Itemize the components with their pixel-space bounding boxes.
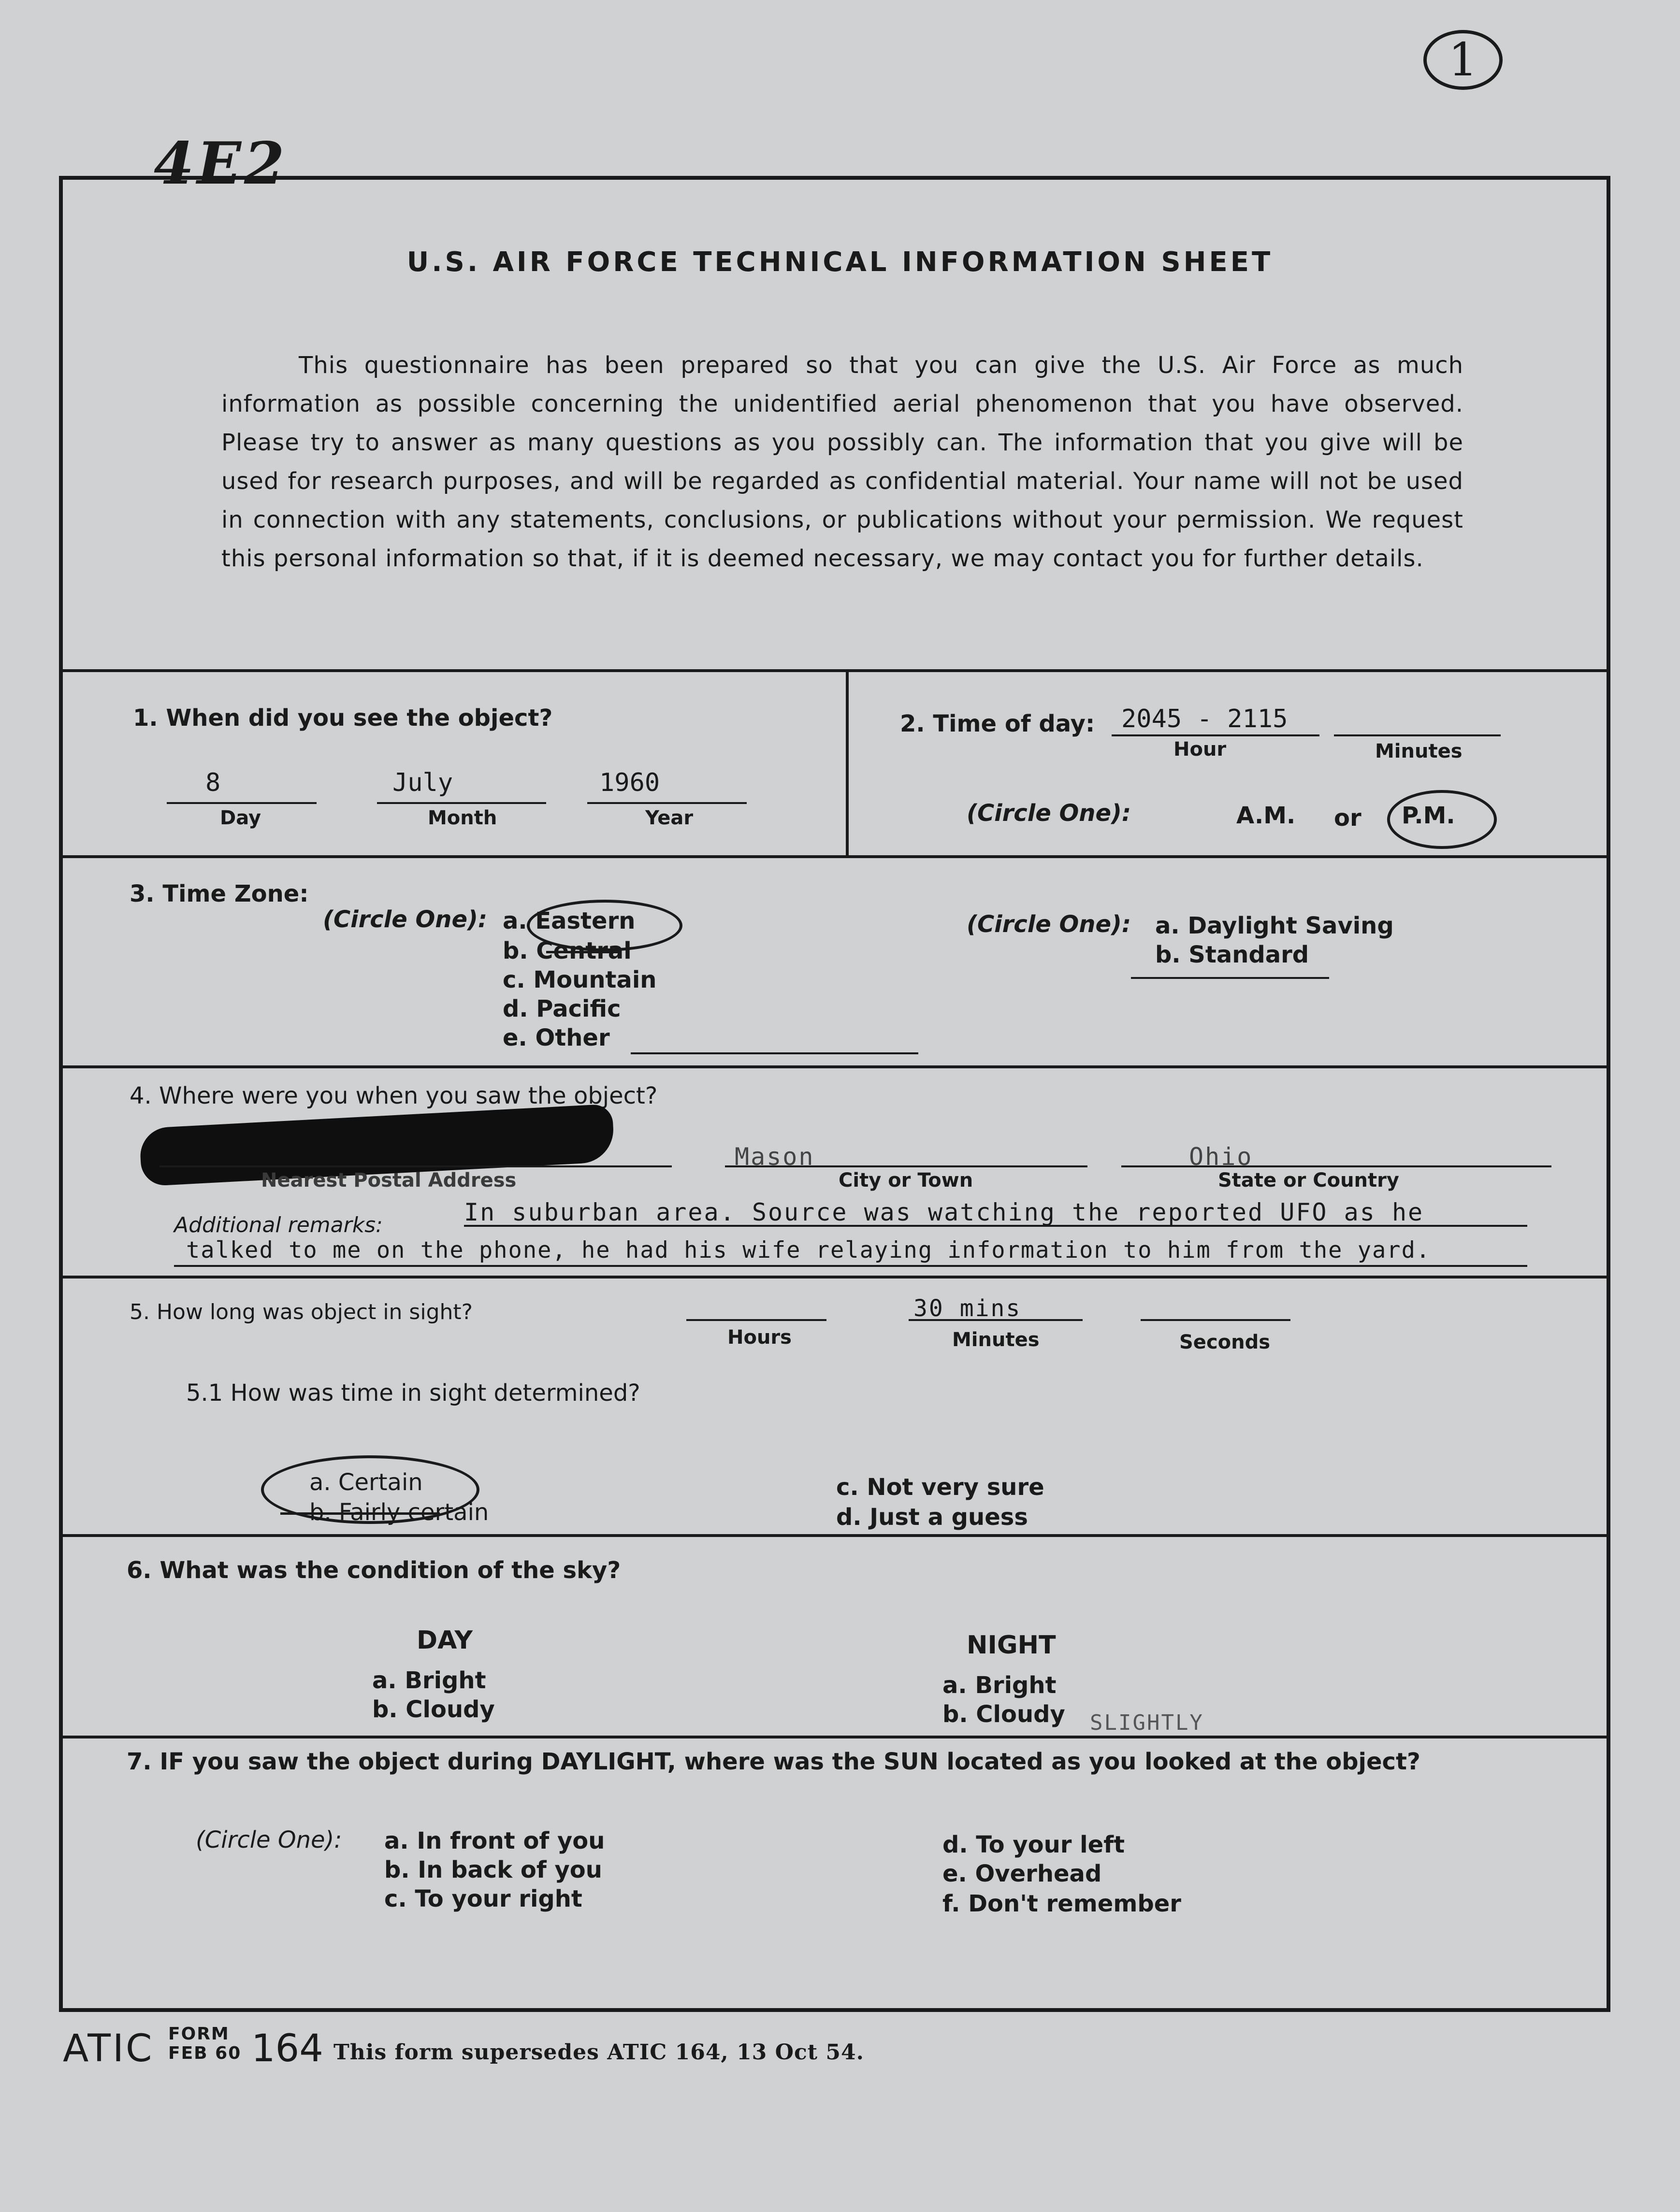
- q5-seconds-line: [1141, 1319, 1290, 1321]
- q7-question: 7. IF you saw the object during DAYLIGHT, where was the SUN located as you looked at the object?: [127, 1748, 1420, 1775]
- q3-dst-daylight: a. Daylight Saving: [1155, 912, 1394, 939]
- q6-night-bright: a. Bright: [942, 1672, 1057, 1699]
- q3-eastern-circle-mark: [527, 900, 682, 951]
- q5-seconds-label: Seconds: [1179, 1331, 1271, 1353]
- divider-q1-q2: [846, 669, 849, 855]
- q5-question: 5. How long was object in sight?: [130, 1300, 473, 1324]
- q2-circle-one: (Circle One):: [967, 800, 1131, 827]
- q4-address-line: [159, 1165, 672, 1167]
- q2-minutes-line: [1334, 734, 1501, 736]
- q3-question: 3. Time Zone:: [130, 880, 309, 907]
- q6-day-heading: DAY: [417, 1626, 473, 1655]
- q2-question: 2. Time of day:: [900, 710, 1095, 737]
- q7-option-back: b. In back of you: [384, 1856, 602, 1883]
- q3-zone-other: e. Other: [503, 1024, 610, 1051]
- q6-day-cloudy: b. Cloudy: [372, 1696, 495, 1723]
- q5-hours-label: Hours: [727, 1326, 792, 1349]
- q4-remarks-label: Additional remarks:: [174, 1213, 383, 1237]
- q3-other-line: [631, 1052, 918, 1054]
- q5-minutes-label: Minutes: [952, 1329, 1040, 1351]
- q5-hours-line: [686, 1319, 826, 1321]
- q2-hour-label: Hour: [1173, 738, 1227, 761]
- divider-q4: [59, 1276, 1610, 1278]
- q4-state-label: State or Country: [1218, 1169, 1399, 1192]
- q6-night-cloudy: b. Cloudy: [942, 1701, 1065, 1728]
- q3-zone-pacific: d. Pacific: [503, 995, 621, 1022]
- q2-am: A.M.: [1236, 802, 1296, 829]
- q3-circle-one: (Circle One):: [323, 906, 488, 933]
- divider-intro: [59, 669, 1610, 672]
- q1-day-label: Day: [220, 807, 261, 829]
- q5-option-just-a-guess: d. Just a guess: [836, 1504, 1028, 1531]
- q3-zone-eastern: a. Eastern: [503, 907, 636, 934]
- handwritten-file-note: 4E2: [154, 129, 288, 198]
- q4-state-line: [1121, 1165, 1551, 1167]
- footer-supersedes-note: This form supersedes ATIC 164, 13 Oct 54.: [333, 2040, 864, 2065]
- q4-address-label: Nearest Postal Address: [261, 1169, 517, 1192]
- form-title: U.S. AIR FORCE TECHNICAL INFORMATION SHEET: [406, 246, 1274, 278]
- q1-day-value: 8: [205, 768, 221, 797]
- q6-night-note: SLIGHTLY: [1090, 1710, 1204, 1735]
- q2-pm-circle-mark: [1387, 790, 1497, 849]
- q7-option-left: d. To your left: [942, 1831, 1125, 1858]
- q1-month-value: July: [392, 768, 453, 797]
- footer-atic: ATIC: [63, 2027, 154, 2070]
- q4-remarks-line2-rule: [174, 1265, 1527, 1267]
- q1-year-line: [587, 802, 747, 804]
- q1-day-line: [167, 802, 317, 804]
- q4-city-value: Mason: [735, 1143, 815, 1171]
- q1-year-value: 1960: [599, 768, 660, 797]
- q3-standard-mark: [1131, 977, 1329, 979]
- q7-option-front: a. In front of you: [384, 1827, 605, 1854]
- q2-pm: P.M.: [1402, 802, 1455, 829]
- q1-year-label: Year: [645, 807, 694, 829]
- q5-minutes-line: [909, 1319, 1083, 1321]
- divider-q3: [59, 1065, 1610, 1068]
- q1-month-label: Month: [428, 807, 497, 829]
- footer-form-label: [168, 2025, 241, 2063]
- q3-zone-mountain: c. Mountain: [503, 966, 657, 993]
- q4-remarks-line2: talked to me on the phone, he had his wife relaying information to him from the yard.: [186, 1237, 1431, 1264]
- q4-city-label: City or Town: [839, 1169, 973, 1192]
- q3-zone-central: b. Central: [503, 937, 632, 964]
- q7-circle-one: (Circle One):: [196, 1826, 342, 1853]
- q3-circle-one-dst: (Circle One):: [967, 911, 1131, 938]
- divider-q5: [59, 1534, 1610, 1537]
- q5-fairly-strike: [280, 1512, 440, 1515]
- q3-central-strike: [546, 951, 619, 953]
- q5-sub-question: 5.1 How was time in sight determined?: [186, 1379, 640, 1407]
- footer-form-line1: FORM: [168, 2024, 230, 2044]
- q7-option-right: c. To your right: [384, 1885, 582, 1912]
- q6-day-bright: a. Bright: [372, 1667, 486, 1694]
- q4-city-line: [725, 1165, 1087, 1167]
- q7-option-dont-remember: f. Don't remember: [942, 1890, 1181, 1917]
- divider-q6: [59, 1736, 1610, 1738]
- q2-time-value: 2045 - 2115: [1121, 704, 1288, 733]
- q6-question: 6. What was the condition of the sky?: [127, 1557, 621, 1584]
- q4-remarks-line1: In suburban area. Source was watching the reported UFO as he: [464, 1198, 1424, 1226]
- q6-night-heading: NIGHT: [967, 1631, 1056, 1660]
- q1-month-line: [377, 802, 546, 804]
- q3-dst-standard: b. Standard: [1155, 941, 1309, 968]
- q4-remarks-line1-rule: [464, 1225, 1527, 1227]
- page-number: 1: [1423, 30, 1503, 90]
- footer-form-number: 164: [251, 2027, 323, 2070]
- q4-state-value: Ohio: [1189, 1143, 1253, 1171]
- q7-option-overhead: e. Overhead: [942, 1860, 1102, 1887]
- q5-minutes-value: 30 mins: [913, 1295, 1022, 1322]
- q2-or: or: [1334, 804, 1361, 832]
- intro-paragraph: This questionnaire has been prepared so that you can give the U.S. Air Force as much information as possible concerning the unidentified aerial phenomenon that you have observed. Please try to answer as many questions as you possibly can. The information that you give will be used for research purposes, and will be regarded as confidential material. Your name will not be used in connection with any statements, conclusions, or publications without your permission. We request this personal information so that, if it is deemed necessary, we may contact you for further details.: [221, 352, 1463, 572]
- q1-question: 1. When did you see the object?: [133, 704, 553, 732]
- q2-hour-line: [1112, 734, 1319, 736]
- q5-option-certain: a. Certain: [309, 1469, 423, 1496]
- q4-question: 4. Where were you when you saw the object?: [130, 1082, 658, 1109]
- q5-option-fairly-certain: b. Fairly certain: [309, 1499, 489, 1526]
- footer-form-line2: FEB 60: [168, 2043, 242, 2063]
- q2-minutes-label: Minutes: [1375, 740, 1463, 762]
- q5-option-not-very-sure: c. Not very sure: [836, 1474, 1044, 1501]
- divider-q1: [59, 855, 1610, 858]
